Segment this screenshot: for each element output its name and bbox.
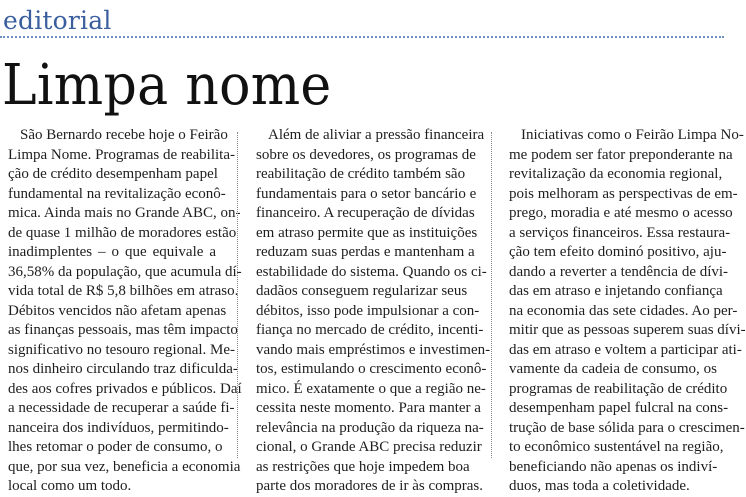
text-line: beneficiando não apenas os indiví- [509,458,718,475]
text-line: fiança no mercado de crédito, incenti- [256,322,484,338]
text-line: tos, estimulando o crescimento econô- [256,361,487,377]
text-line: me podem ser fator preponderante na [509,146,733,163]
text-line: vida total de R$ 5,8 bilhões em atraso. [8,283,239,299]
text-line: vando mais empréstimos e investimen- [256,341,491,358]
text-line: mico. É exatamente o que a região ne- [256,380,486,397]
text-line: que, por sua vez, beneficia a economia [8,458,241,475]
text-line: fundamental na revitalização econô- [8,185,226,202]
article-column-1 [8,126,242,497]
text-line: as restrições que hoje impedem boa [256,458,470,475]
text-line: sobre os devedores, os programas de [256,146,476,163]
column-divider-2 [491,132,492,458]
text-line: das em atraso e voltem a participar ati- [509,341,742,358]
text-line: to econômico sustentável na região, [509,439,724,455]
text-line: reduzam suas perdas e mantenham a [256,244,475,260]
text-line: significativo no tesouro regional. Me- [8,341,236,358]
text-line: ção tem efeito dominó positivo, aju- [509,244,727,260]
text-line: inadimplentes – o que equivale a [8,244,216,260]
column-divider-1 [237,132,238,458]
text-line: desempenham papel fulcral na cons- [509,400,729,416]
text-line: local como um todo. [8,478,132,494]
article-column-3 [509,126,746,497]
text-line: lhes retomar o poder de consumo, o [8,439,223,455]
text-line: ção de crédito desempenham papel [8,166,218,182]
text-line: financeiro. A recuperação de dívidas [256,205,475,221]
headline: Limpa nome [2,53,332,118]
text-line: nanceira dos indivíduos, permitindo- [8,419,229,436]
text-line: relevância na produção da riqueza na- [256,419,484,436]
text-line: trução de base sólida para o crescimen- [509,419,745,436]
text-line: revitalização da economia regional, [509,166,723,182]
text-line: Iniciativas como o Feirão Limpa No- [521,127,744,143]
text-line: dando a reverter a tendência de dívi- [509,263,729,280]
text-line: débitos, isso pode impulsionar a con- [256,302,480,319]
text-line: parte dos moradores de ir às compras. [256,478,484,494]
text-line: vamente da cadeia de consumo, os [509,361,717,377]
text-line: na economia das sete cidades. Ao per- [509,302,738,319]
text-line: em atraso permite que as instituições [256,224,478,241]
text-line: pois melhoram as perspectivas de em- [509,185,738,202]
text-line: a necessidade de recuperar a saúde fi- [8,400,235,416]
section-divider [0,36,724,38]
text-line: cional, o Grande ABC precisa reduzir [256,439,482,455]
text-line: estabilidade do sistema. Quando os ci- [256,263,487,280]
text-line: mitir que as pessoas superem suas dívi- [509,322,746,338]
section-label: editorial [3,6,112,35]
text-line: a serviços financeiros. Essa restaura- [509,224,731,241]
text-line: cessita neste momento. Para manter a [256,400,481,416]
text-line: des aos cofres privados e públicos. Daí [8,380,242,397]
text-line: Limpa Nome. Programas de reabilita- [8,146,236,163]
article-column-2 [256,126,491,497]
text-line: Débitos vencidos não afetam apenas [8,302,227,319]
text-line: dadãos conseguem regularizar seus [256,283,468,299]
text-line: as finanças pessoais, mas têm impacto [8,322,238,338]
text-line: Além de aliviar a pressão financeira [268,127,485,143]
text-line: prego, moradia e até mesmo o acesso [509,205,733,221]
text-line: mica. Ainda mais no Grande ABC, on- [8,205,241,221]
text-line: 36,58% da população, que acumula dí- [8,263,242,280]
text-line: programas de reabilitação de crédito [509,380,728,397]
text-line: de quase 1 milhão de moradores estão [8,224,237,241]
text-line: fundamentais para o setor bancário e [256,185,477,202]
text-line: reabilitação de crédito também são [256,166,466,182]
text-line: São Bernardo recebe hoje o Feirão [20,127,228,143]
text-line: nos dinheiro circulando traz dificulda- [8,361,238,377]
text-line: duos, mas toda a coletividade. [509,478,690,494]
text-line: das em atraso e injetando confiança [509,283,723,299]
